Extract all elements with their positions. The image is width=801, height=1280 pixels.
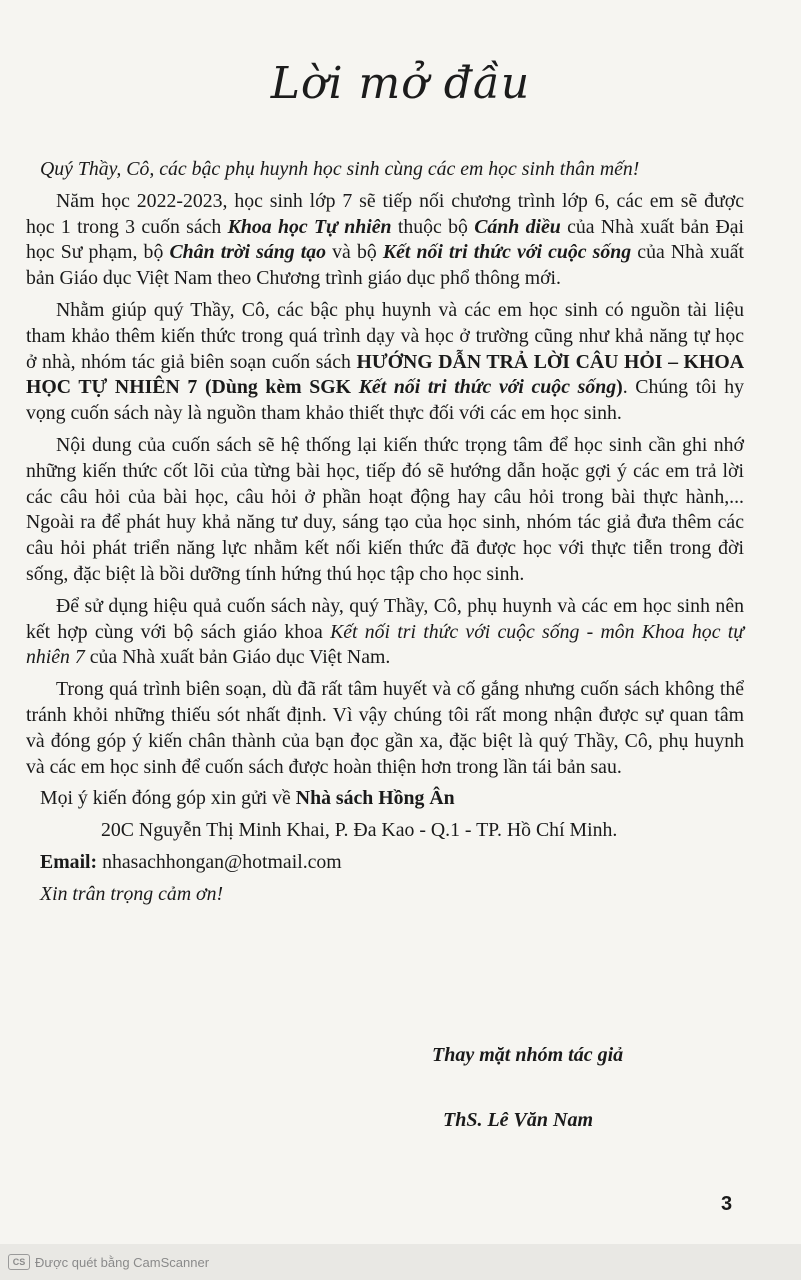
p2-text-2: . Chúng tôi hy vọng cuốn sách này là nguồn tham khảo thiết thực đối với các em học sinh. [26,376,745,425]
publisher-name: Nhà sách Hồng Ân [295,787,455,810]
p4-text-2: của Nhà xuất bản Giáo dục Việt Nam. [84,646,391,669]
p1-text-3: của Nhà xuất bản Đại học Sư phạm, bộ [26,215,745,264]
camscanner-icon: CS [8,1254,30,1270]
signature-name: ThS. Lê Văn Nam [443,1109,594,1131]
thanks-line: Xin trân trọng cảm ơn! [40,882,224,905]
p4-text-1: Để sử dụng hiệu quả cuốn sách này, quý Thầy, Cô, phụ huynh và các em học sinh nên kết hợp cùng với bộ sách giáo khoa [26,594,744,643]
p4-textbook-name: Kết nối tri thức với cuộc sống - môn Khoa học tự nhiên 7 [26,620,744,669]
p1-series-canh-dieu: Cánh diều [474,215,561,238]
p1-text-5: của Nhà xuất bản Giáo dục Việt Nam theo Chương trình giáo dục phổ thông mới. [26,241,745,290]
p2-close-paren: ) [616,376,623,399]
contact-line [26,786,744,812]
p1-series-ket-noi: Kết nối tri thức với cuộc sống [382,241,632,264]
p1-book-title: Khoa học Tự nhiên [227,215,392,238]
publisher-address: 20C Nguyễn Thị Minh Khai, P. Đa Kao - Q.1 - TP. Hồ Chí Minh. [101,819,618,842]
p2-series-name: Kết nối tri thức với cuộc sống [358,376,617,399]
scanner-footer-text: Được quét bằng CamScanner [35,1254,210,1270]
p2-text-1: Nhằm giúp quý Thầy, Cô, các bậc phụ huynh và các em học sinh có nguồn tài liệu tham khảo thêm kiến thức trong quá trình dạy và học ở trường cũng như khả năng tự học ở nhà, nhóm tác giả biên soạn cuốn sách [26,298,744,373]
paragraph-2 [26,298,744,427]
page-number: 3 [721,1193,733,1215]
email-label: Email: [40,850,98,873]
greeting: Quý Thầy, Cô, các bậc phụ huynh học sinh cùng các em học sinh thân mến! [40,158,640,180]
paragraph-5: Trong quá trình biên soạn, dù đã rất tâm huyết và cố gắng nhưng cuốn sách không thể tránh khỏi những thiếu sót nhất định. Vì vậy chúng tôi rất mong nhận được sự quan tâm và đóng góp ý kiến chân thành của bạn đọc gần xa, đặc biệt là quý Thầy, Cô, phụ huynh và các em học sinh để cuốn sách được hoàn thiện hơn trong lần tái bản sau. [26,678,744,778]
preface-body [26,157,744,914]
email-address: nhasachhongan@hotmail.com [97,850,342,873]
paragraph-3: Nội dung của cuốn sách sẽ hệ thống lại kiến thức trọng tâm để học sinh cần ghi nhớ những kiến thức cốt lõi của từng bài học, tiếp đó sẽ hướng dẫn hoặc gợi ý các em trả lời các câu hỏi của bài học, câu hỏi ở phần hoạt động hay câu hỏi trong bài thực hành,... Ngoài ra để phát huy khả năng tư duy, sáng tạo của học sinh, nhóm tác giả đưa thêm các câu hỏi phát triển năng lực nhằm kết nối kiến thức đã được học với thực tiễn trong đời sống, đặc biệt là bồi dưỡng tính hứng thú học tập cho học sinh. [26,433,744,585]
p2-book-name: HƯỚNG DẪN TRẢ LỜI CÂU HỎI – KHOA HỌC TỰ NHIÊN 7 (Dùng kèm SGK [26,350,745,399]
p1-text-1: Năm học 2022-2023, học sinh lớp 7 sẽ tiếp nối chương trình lớp 6, các em sẽ được học 1 trong 3 cuốn sách [26,189,744,238]
signature-role: Thay mặt nhóm tác giả [432,1044,624,1066]
paragraph-1 [26,189,744,292]
email-line [26,850,744,876]
p1-text-4: và bộ [326,241,383,264]
p1-series-chan-troi: Chân trời sáng tạo [169,241,327,264]
p1-text-2: thuộc bộ [391,215,475,238]
paragraph-4 [26,594,744,671]
scanner-footer [0,1244,801,1280]
page-title: Lời mở đầu [270,58,531,109]
contact-lead: Mọi ý kiến đóng góp xin gửi về [40,787,296,810]
